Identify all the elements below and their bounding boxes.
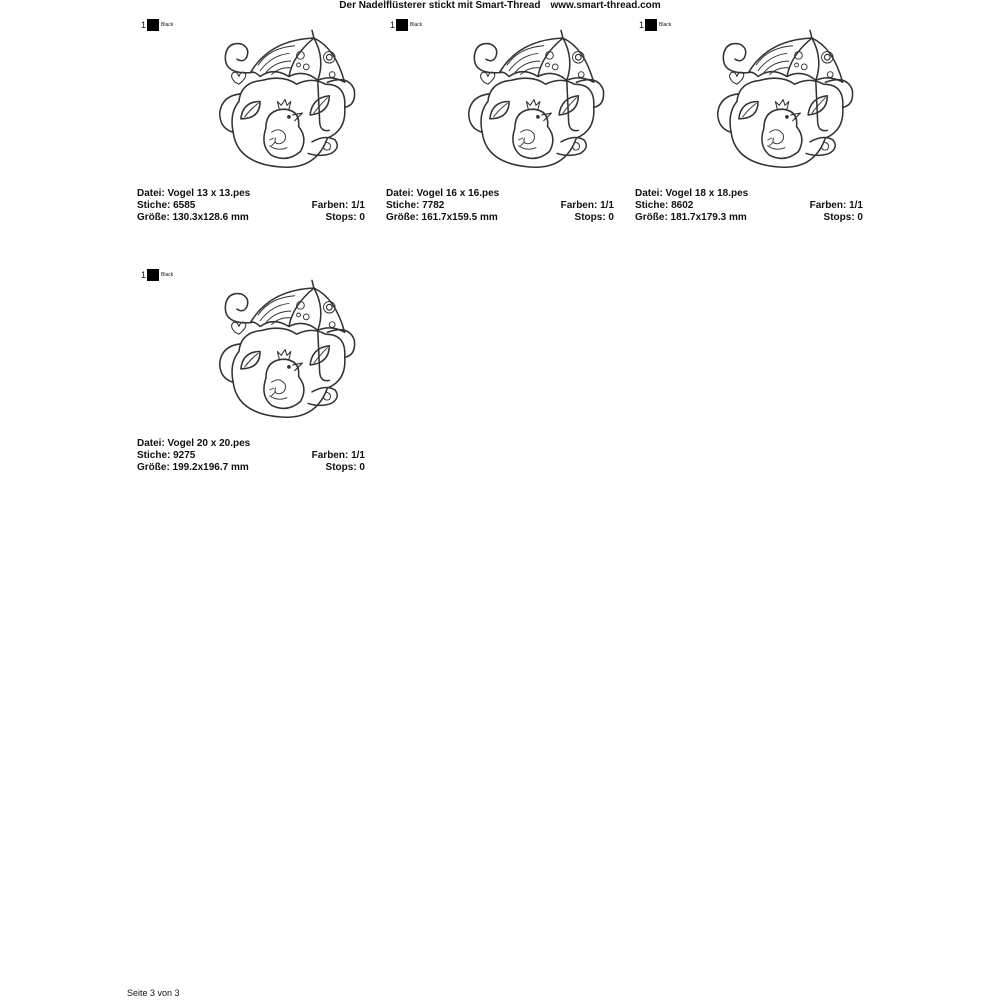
design-card (137, 18, 367, 258)
color-name: Black (410, 22, 423, 28)
stitch-count: Stiche: 8602 (635, 200, 694, 211)
color-swatch (645, 19, 657, 31)
page-header (0, 0, 1000, 14)
color-count: Farben: 1/1 (560, 200, 614, 211)
thread-color-legend (390, 18, 422, 32)
file-name: Datei: Vogel 20 x 20.pes (137, 438, 251, 449)
color-number: 1 (390, 20, 396, 30)
embroidery-preview-bird-umbrella (710, 24, 860, 179)
page-number: Seite 3 von 3 (127, 988, 180, 998)
embroidery-preview-bird-umbrella (212, 24, 362, 179)
thread-color-legend (639, 18, 671, 32)
color-number: 1 (639, 20, 645, 30)
design-info (635, 188, 863, 224)
stop-count: Stops: 0 (325, 462, 365, 473)
color-count: Farben: 1/1 (311, 450, 365, 461)
design-size: Größe: 161.7x159.5 mm (386, 212, 498, 223)
color-name: Black (659, 22, 672, 28)
color-swatch (147, 19, 159, 31)
thread-color-legend (141, 268, 173, 282)
header-title: Der Nadelflüsterer stickt mit Smart-Thread (339, 0, 541, 11)
color-number: 1 (141, 270, 147, 280)
embroidery-preview-bird-umbrella (461, 24, 611, 179)
stop-count: Stops: 0 (574, 212, 614, 223)
file-name: Datei: Vogel 13 x 13.pes (137, 188, 251, 199)
design-size: Größe: 199.2x196.7 mm (137, 462, 249, 473)
color-number: 1 (141, 20, 147, 30)
stop-count: Stops: 0 (325, 212, 365, 223)
design-card (635, 18, 865, 258)
color-count: Farben: 1/1 (809, 200, 863, 211)
stitch-count: Stiche: 9275 (137, 450, 196, 461)
stitch-count: Stiche: 6585 (137, 200, 196, 211)
design-info (137, 188, 365, 224)
design-size: Größe: 181.7x179.3 mm (635, 212, 747, 223)
stitch-count: Stiche: 7782 (386, 200, 445, 211)
design-card (386, 18, 616, 258)
stop-count: Stops: 0 (823, 212, 863, 223)
color-count: Farben: 1/1 (311, 200, 365, 211)
design-info (386, 188, 614, 224)
design-info (137, 438, 365, 474)
color-name: Black (161, 22, 174, 28)
design-card (137, 268, 367, 508)
header-url: www.smart-thread.com (550, 0, 661, 11)
color-name: Black (161, 272, 174, 278)
color-swatch (147, 269, 159, 281)
color-swatch (396, 19, 408, 31)
file-name: Datei: Vogel 16 x 16.pes (386, 188, 500, 199)
thread-color-legend (141, 18, 173, 32)
file-name: Datei: Vogel 18 x 18.pes (635, 188, 749, 199)
design-size: Größe: 130.3x128.6 mm (137, 212, 249, 223)
embroidery-preview-bird-umbrella (212, 274, 362, 429)
